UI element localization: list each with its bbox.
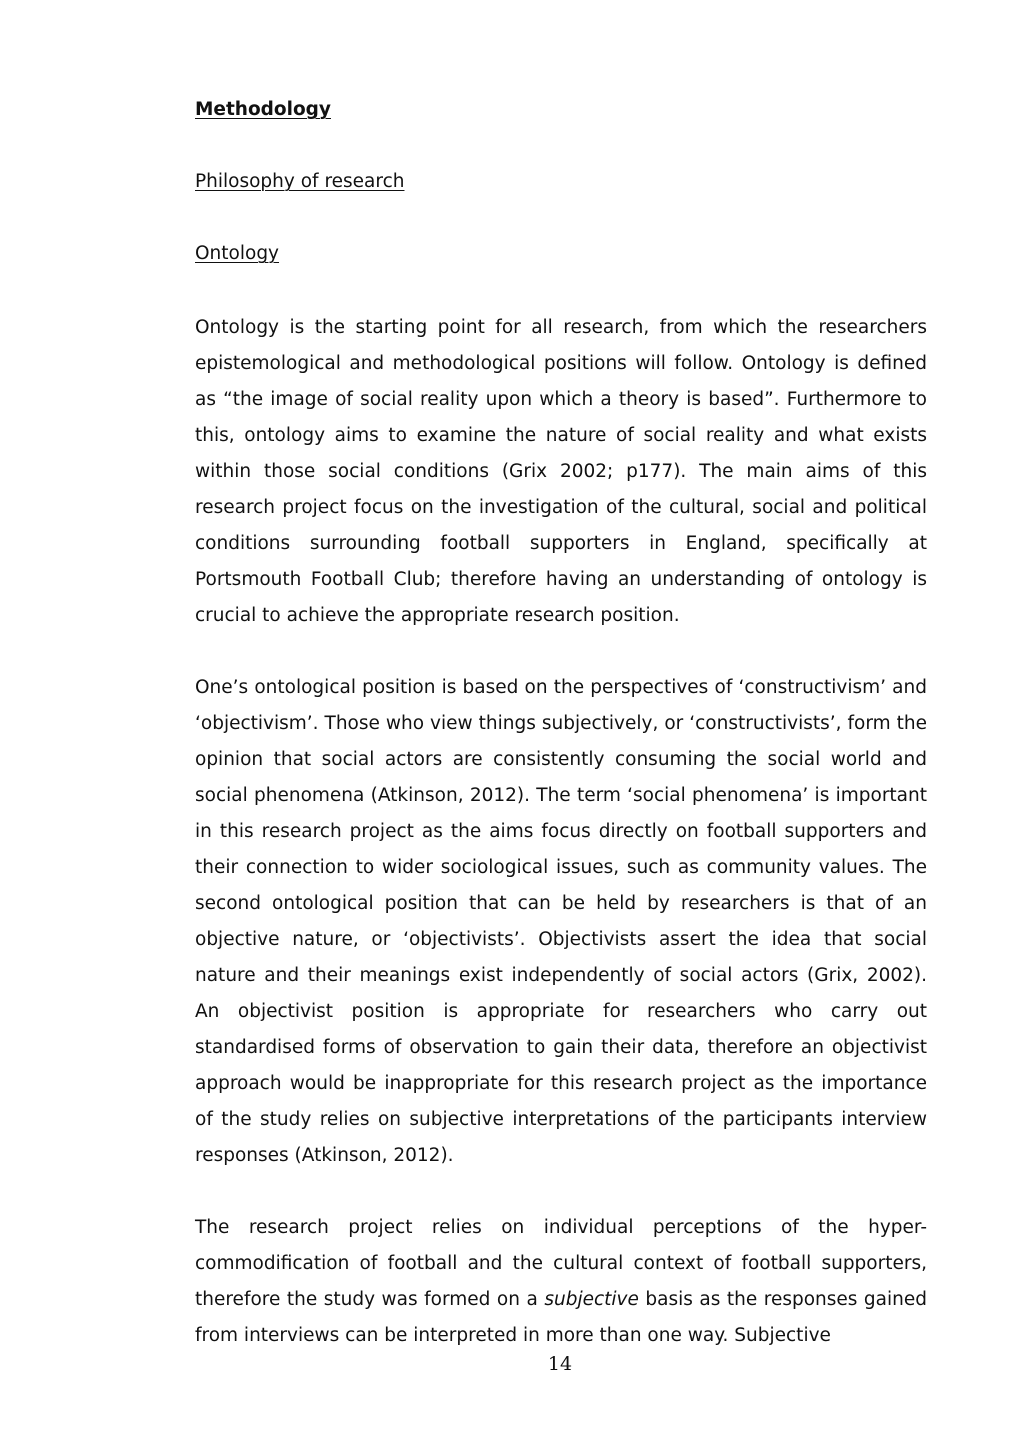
page-number: 14: [547, 1353, 573, 1375]
emphasized-term: subjective: [544, 1289, 639, 1310]
philosophy-of-research-heading: Philosophy of research: [195, 171, 405, 192]
ontology-heading: Ontology: [195, 243, 280, 264]
paragraph-text-segment: basis as the responses gained from interviews can be interpreted in more than one way. Subjective: [195, 1289, 927, 1346]
paragraph-text-segment: The research project relies on individual perceptions of the hyper-commodification of football and the cultural context of football supporters, therefore the study was formed on a: [195, 1217, 927, 1310]
paragraph-subjective-basis: [195, 1210, 927, 1354]
paragraph-ontological-positions: One’s ontological position is based on the perspectives of ‘constructivism’ and ‘objectivism’. Those who view things subjectively, or ‘constructivists’, form the opinion that social actors are consistently consuming the social world and social phenomena (Atkinson, 2012). The term ‘social phenomena’ is important in this research project as the aims focus directly on football supporters and their connection to wider sociological issues, such as community values. The second ontological position that can be held by researchers is that of an objective nature, or ‘objectivists’. Objectivists assert the idea that social nature and their meanings exist independently of social actors (Grix, 2002). An objectivist position is appropriate for researchers who carry out standardised forms of observation to gain their data, therefore an objectivist approach would be inappropriate for this research project as the importance of the study relies on subjective interpretations of the participants interview responses (Atkinson, 2012).: [195, 677, 927, 1166]
document-page: [195, 94, 927, 1354]
paragraph-ontology-definition: Ontology is the starting point for all research, from which the researchers epistemological and methodological positions will follow. Ontology is defined as “the image of social reality upon which a theory is based”. Furthermore to this, ontology aims to examine the nature of social reality and what exists within those social conditions (Grix 2002; p177). The main aims of this research project focus on the investigation of the cultural, social and political conditions surrounding football supporters in England, specifically at Portsmouth Football Club; therefore having an understanding of ontology is crucial to achieve the appropriate research position.: [195, 317, 927, 626]
methodology-heading: Methodology: [195, 99, 331, 120]
